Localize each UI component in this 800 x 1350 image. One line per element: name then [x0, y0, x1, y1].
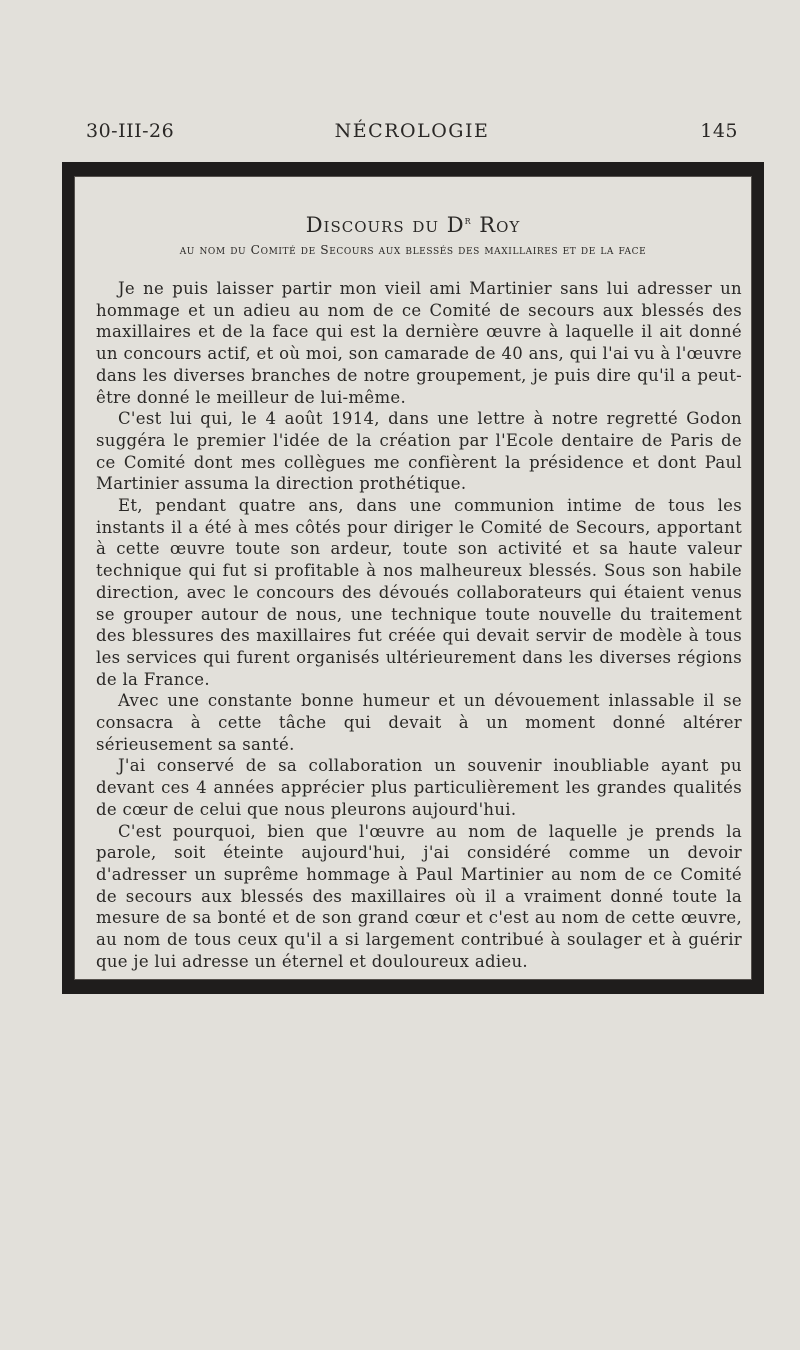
header-date: 30-III-26 [86, 120, 175, 142]
paragraph: Avec une constante bonne humeur et un dévouement inlassable il se consacra à cette tâche qui devait à un moment donné altérer sérieusement sa santé. [96, 691, 742, 754]
speech-title-suffix: Roy [471, 213, 521, 237]
paragraph: Je ne puis laisser partir mon vieil ami Martinier sans lui adresser un hommage et un adieu au nom de ce Comité de secours aux blessés des maxillaires et de la face qui est la dernière œuvre à laquelle il ait donné un concours actif, et où moi, son camarade de 40 ans, qui l'ai vu à l'œuvre dans les diverses branches de notre groupement, je puis dire qu'il a peut-être donné le meilleur de lui-même. [96, 279, 742, 407]
speech-body [96, 278, 742, 973]
header-section-title: NÉCROLOGIE [334, 120, 490, 142]
speech-title [75, 213, 751, 237]
paragraph: Et, pendant quatre ans, dans une communion intime de tous les instants il a été à mes côtés pour diriger le Comité de Secours, apportant à cette œuvre toute son ardeur, toute son activité et sa haute valeur technique qui fut si profitable à nos malheureux blessés. Sous son habile direction, avec le concours des dévoués collaborateurs qui étaient venus se grouper autour de nous, une technique toute nouvelle du traitement des blessures des maxillaires fut créée qui devait servir de modèle à tous les services qui furent organisés ultérieurement dans les diverses régions de la France. [96, 496, 742, 689]
paragraph: C'est pourquoi, bien que l'œuvre au nom de laquelle je prends la parole, soit éteinte aujourd'hui, j'ai considéré comme un devoir d'adresser un suprême hommage à Paul Martinier au nom de ce Comité de secours aux blessés des maxillaires où il a vraiment donné toute la mesure de sa bonté et de son grand cœur et c'est au nom de cette œuvre, au nom de tous ceux qu'il a si largement contribué à soulager et à guérir que je lui adresse un éternel et douloureux adieu. [96, 821, 742, 971]
speech-subtitle: au nom du Comité de Secours aux blessés des maxillaires et de la face [179, 243, 647, 257]
paragraph: J'ai conservé de sa collaboration un souvenir inoubliable ayant pu devant ces 4 années apprécier plus particulièrement les grandes qualités de cœur de celui que nous pleurons aujourd'hui. [96, 756, 742, 819]
page-number: 145 [700, 120, 738, 142]
mourning-border-frame [62, 162, 764, 994]
speech-title-superscript: r [464, 213, 472, 227]
paragraph: C'est lui qui, le 4 août 1914, dans une lettre à notre regretté Godon suggéra le premier l'idée de la création par l'Ecole dentaire de Paris de ce Comité dont mes collègues me confièrent la présidence et dont Paul Martinier assuma la direction prothétique. [96, 409, 742, 494]
running-header [86, 120, 738, 150]
speech-title-prefix: Discours du D [305, 213, 465, 237]
frame-inner-rule [74, 176, 752, 980]
